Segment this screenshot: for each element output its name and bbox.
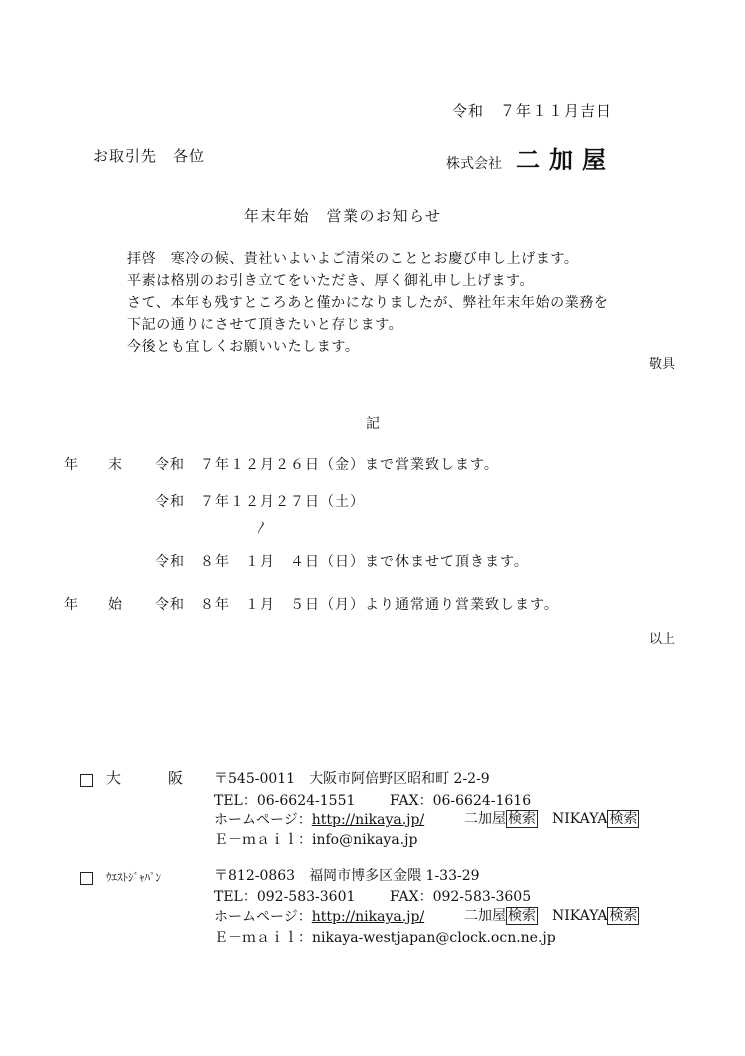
homepage-label: ホームページ：: [214, 909, 312, 925]
tel-number: 092-583-3601: [256, 889, 356, 905]
email-label: Ｅ－ｍａｉｌ：: [214, 832, 312, 848]
holiday-start: 令和 ７年１２月２７日（土）: [155, 494, 365, 510]
homepage-link[interactable]: http://nikaya.jp/: [311, 812, 425, 828]
closing-ijou: 以上: [648, 632, 675, 647]
office-fax: [390, 888, 531, 906]
body-line: 今後とも宜しくお願いいたします。: [127, 339, 360, 355]
company-name-block: [446, 140, 615, 175]
homepage-link[interactable]: http://nikaya.jp/: [311, 909, 425, 925]
tel-label: TEL：: [214, 793, 257, 809]
checkbox-icon: [80, 772, 93, 791]
year-end-label-2: 末: [108, 457, 122, 473]
search-term: 二加屋: [464, 908, 506, 924]
office-fax: [390, 792, 531, 810]
range-tilde: 〳: [255, 521, 270, 536]
holiday-end: 令和 ８年 １月 ４日（日）まで休ませて頂きます。: [155, 554, 529, 570]
fax-label: FAX：: [390, 793, 433, 809]
office-address: 〒545-0011 大阪市阿倍野区昭和町 2-2-9: [214, 771, 490, 787]
company-type: 株式会社: [446, 156, 502, 172]
document-date: 令和 ７年１１月吉日: [452, 102, 613, 120]
search-button[interactable]: 検索: [609, 908, 638, 924]
email-address[interactable]: info@nikaya.jp: [312, 832, 418, 848]
homepage-label: ホームページ：: [214, 812, 312, 828]
office-email: [214, 831, 417, 849]
email-label: Ｅ－ｍａｉｌ：: [214, 930, 312, 946]
fax-number: 06-6624-1616: [432, 793, 532, 809]
office-homepage: [214, 908, 424, 926]
office-email: [214, 929, 556, 947]
fax-label: FAX：: [390, 889, 433, 905]
search-term: 二加屋: [464, 811, 506, 827]
notice-title: 年末年始 営業のお知らせ: [244, 207, 442, 225]
body-line: さて、本年も残すところあと僅かになりましたが、弊社年末年始の業務を: [127, 295, 609, 311]
body-line: 下記の通りにさせて頂きたいと存じます。: [127, 317, 404, 333]
company-name: 二加屋: [516, 145, 615, 174]
new-year-label-1: 年: [64, 597, 78, 613]
search-button[interactable]: 検索: [508, 811, 536, 827]
office-name-1: 大: [106, 769, 122, 787]
tel-label: TEL：: [214, 889, 257, 905]
fax-number: 092-583-3605: [432, 889, 532, 905]
office-name-2: 阪: [168, 769, 184, 787]
ki-heading: 記: [366, 416, 380, 432]
checkbox-icon: [80, 870, 93, 889]
office-address: 〒812-0863 福岡市博多区金隈 1-33-29: [214, 868, 480, 884]
search-box-2: [552, 907, 639, 925]
body-line: 拝啓 寒冷の候、貴社いよいよご清栄のこととお慶び申し上げます。: [127, 251, 579, 267]
search-term: NIKAYA: [552, 908, 608, 924]
office-homepage: [214, 811, 424, 829]
notice-body: [127, 248, 609, 358]
body-line: 平素は格別のお引き立てをいただき、厚く御礼申し上げます。: [127, 273, 535, 289]
email-address[interactable]: nikaya-westjapan@clock.ocn.ne.jp: [312, 930, 556, 946]
office-tel: [214, 888, 355, 906]
search-button[interactable]: 検索: [609, 811, 638, 827]
new-year-label-2: 始: [108, 597, 122, 613]
tel-number: 06-6624-1551: [256, 793, 356, 809]
search-term: NIKAYA: [552, 811, 608, 827]
search-box-1: [464, 907, 538, 925]
search-button[interactable]: 検索: [508, 908, 536, 924]
year-end-line: 令和 ７年１２月２６日（金）まで営業致します。: [155, 457, 499, 473]
recipient: お取引先 各位: [93, 147, 206, 165]
office-tel: [214, 792, 355, 810]
new-year-line: 令和 ８年 １月 ５日（月）より通常通り営業致します。: [155, 597, 559, 613]
office-name: ｳｴｽﾄｼﾞｬﾊﾟﾝ: [106, 871, 161, 884]
closing-keigu: 敬具: [648, 357, 675, 372]
search-box-2: [552, 810, 639, 828]
search-box-1: [464, 810, 538, 828]
year-end-label-1: 年: [64, 457, 78, 473]
